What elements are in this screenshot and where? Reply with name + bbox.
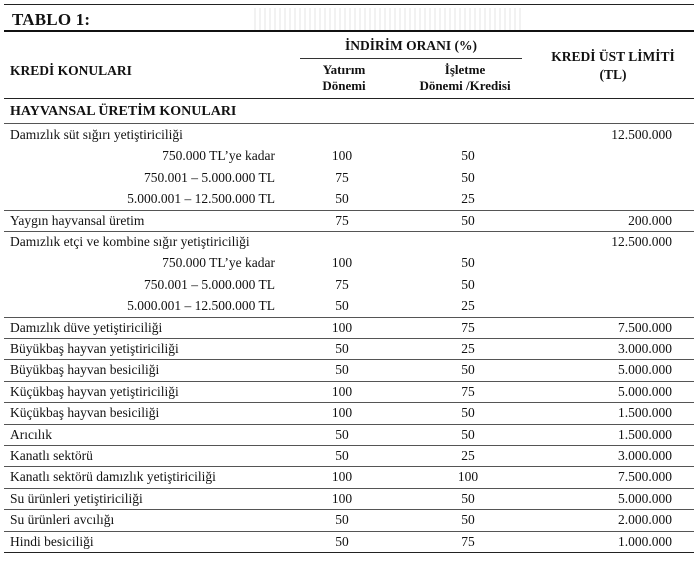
investment-rate: 50	[335, 533, 349, 549]
amount-range: 5.000.001 – 12.500.000 TL	[127, 191, 275, 207]
operating-period-line1: İşletme	[444, 62, 486, 77]
table-row	[4, 381, 694, 403]
operating-rate: 50	[461, 405, 475, 421]
operating-rate: 50	[461, 169, 475, 185]
investment-rate: 100	[331, 490, 353, 506]
operating-rate: 50	[461, 212, 475, 228]
title-divider	[4, 30, 694, 32]
investment-rate: 100	[331, 405, 353, 421]
table-row	[4, 424, 694, 446]
table-subrow	[4, 167, 694, 189]
investment-rate: 75	[335, 276, 349, 292]
credit-limit: 5.000.000	[618, 362, 672, 378]
operating-period-line2: Dönemi /Kredisi	[419, 78, 511, 93]
table-row	[4, 124, 694, 146]
table-row	[4, 231, 694, 253]
operating-rate: 25	[461, 298, 475, 314]
table-title-bar	[4, 2, 694, 30]
investment-rate: 50	[335, 341, 349, 356]
credit-topics-header: KREDİ KONULARI	[10, 63, 132, 78]
credit-topic: Su ürünleri avcılığı	[10, 512, 115, 528]
table-subrow	[4, 188, 694, 210]
credit-limit: 5.000.000	[618, 383, 672, 399]
amount-range: 750.001 – 5.000.000 TL	[144, 169, 275, 185]
investment-rate: 100	[331, 469, 353, 485]
table-row	[4, 466, 694, 488]
table-row	[4, 509, 694, 531]
operating-rate: 100	[457, 469, 479, 485]
operating-rate: 25	[461, 448, 475, 463]
investment-period-line2: Dönemi	[322, 78, 366, 93]
investment-rate: 75	[335, 212, 349, 228]
credit-limit: 2.000.000	[618, 512, 672, 528]
investment-period-header	[300, 62, 388, 94]
table-row	[4, 402, 694, 424]
operating-rate: 50	[461, 490, 475, 506]
credit-limit: 3.000.000	[618, 341, 672, 356]
table-row	[4, 317, 694, 339]
investment-rate: 50	[335, 362, 349, 378]
operating-period-header	[400, 62, 530, 94]
table-subrow	[4, 295, 694, 317]
row-divider	[4, 552, 694, 553]
investment-rate: 100	[331, 319, 353, 335]
investment-rate: 100	[331, 383, 353, 399]
operating-rate: 50	[461, 255, 475, 271]
credit-topic: Kanatlı sektörü damızlık yetiştiriciliği	[10, 469, 216, 485]
credit-topic: Büyükbaş hayvan yetiştiriciliği	[10, 341, 179, 356]
investment-rate: 75	[335, 169, 349, 185]
credit-topic: Küçükbaş hayvan yetiştiriciliği	[10, 383, 179, 399]
credit-limit-header	[528, 48, 698, 84]
credit-limit-line2: (TL)	[599, 67, 627, 82]
credit-limit: 1.500.000	[618, 426, 672, 442]
credit-limit: 12.500.000	[611, 127, 672, 142]
credit-topic: Yaygın hayvansal üretim	[10, 212, 145, 228]
discount-rate-header: İNDİRİM ORANI (%)	[345, 38, 477, 53]
credit-limit: 7.500.000	[618, 319, 672, 335]
investment-period-line1: Yatırım	[322, 62, 366, 77]
credit-topic: Küçükbaş hayvan besiciliği	[10, 405, 160, 421]
credit-limit: 7.500.000	[618, 469, 672, 485]
amount-range: 750.000 TL’ye kadar	[162, 148, 275, 164]
credit-topic: Damızlık etçi ve kombine sığır yetiştiriciliği	[10, 234, 250, 249]
table-subrow	[4, 252, 694, 274]
section-title: HAYVANSAL ÜRETİM KONULARI	[10, 104, 237, 119]
table-row	[4, 488, 694, 510]
credit-limit-line1: KREDİ ÜST LİMİTİ	[551, 49, 675, 64]
operating-rate: 50	[461, 148, 475, 164]
credit-limit: 3.000.000	[618, 448, 672, 463]
credit-topic: Damızlık süt sığırı yetiştiriciliği	[10, 127, 183, 142]
amount-range: 750.001 – 5.000.000 TL	[144, 276, 275, 292]
credit-limit: 5.000.000	[618, 490, 672, 506]
credit-limit: 200.000	[628, 212, 672, 228]
scan-noise	[254, 8, 524, 30]
credit-limit: 1.000.000	[618, 533, 672, 549]
operating-rate: 50	[461, 512, 475, 528]
table-row	[4, 210, 694, 232]
investment-rate: 100	[331, 148, 353, 164]
operating-rate: 25	[461, 191, 475, 207]
header-divider	[4, 98, 694, 99]
table-row	[4, 531, 694, 553]
credit-limit: 12.500.000	[611, 234, 672, 249]
investment-rate: 50	[335, 298, 349, 314]
table-subrow	[4, 274, 694, 296]
credit-topic: Hindi besiciliği	[10, 533, 94, 549]
operating-rate: 75	[461, 383, 475, 399]
investment-rate: 50	[335, 512, 349, 528]
credit-topic: Arıcılık	[10, 426, 52, 442]
table-row	[4, 359, 694, 381]
table-row	[4, 338, 694, 360]
discount-rate-divider	[300, 58, 522, 59]
operating-rate: 75	[461, 533, 475, 549]
operating-rate: 25	[461, 341, 475, 356]
credit-limit: 1.500.000	[618, 405, 672, 421]
investment-rate: 100	[331, 255, 353, 271]
table-title: TABLO 1:	[12, 10, 91, 29]
table-row	[4, 445, 694, 467]
credit-topic: Su ürünleri yetiştiriciliği	[10, 490, 143, 506]
table-subrow	[4, 145, 694, 167]
amount-range: 5.000.001 – 12.500.000 TL	[127, 298, 275, 314]
investment-rate: 50	[335, 426, 349, 442]
credit-topic: Büyükbaş hayvan besiciliği	[10, 362, 160, 378]
credit-topic: Damızlık düve yetiştiriciliği	[10, 319, 163, 335]
top-border	[4, 4, 694, 5]
investment-rate: 50	[335, 448, 349, 463]
credit-topic: Kanatlı sektörü	[10, 448, 93, 463]
investment-rate: 50	[335, 191, 349, 207]
operating-rate: 50	[461, 362, 475, 378]
operating-rate: 50	[461, 426, 475, 442]
operating-rate: 75	[461, 319, 475, 335]
amount-range: 750.000 TL’ye kadar	[162, 255, 275, 271]
operating-rate: 50	[461, 276, 475, 292]
